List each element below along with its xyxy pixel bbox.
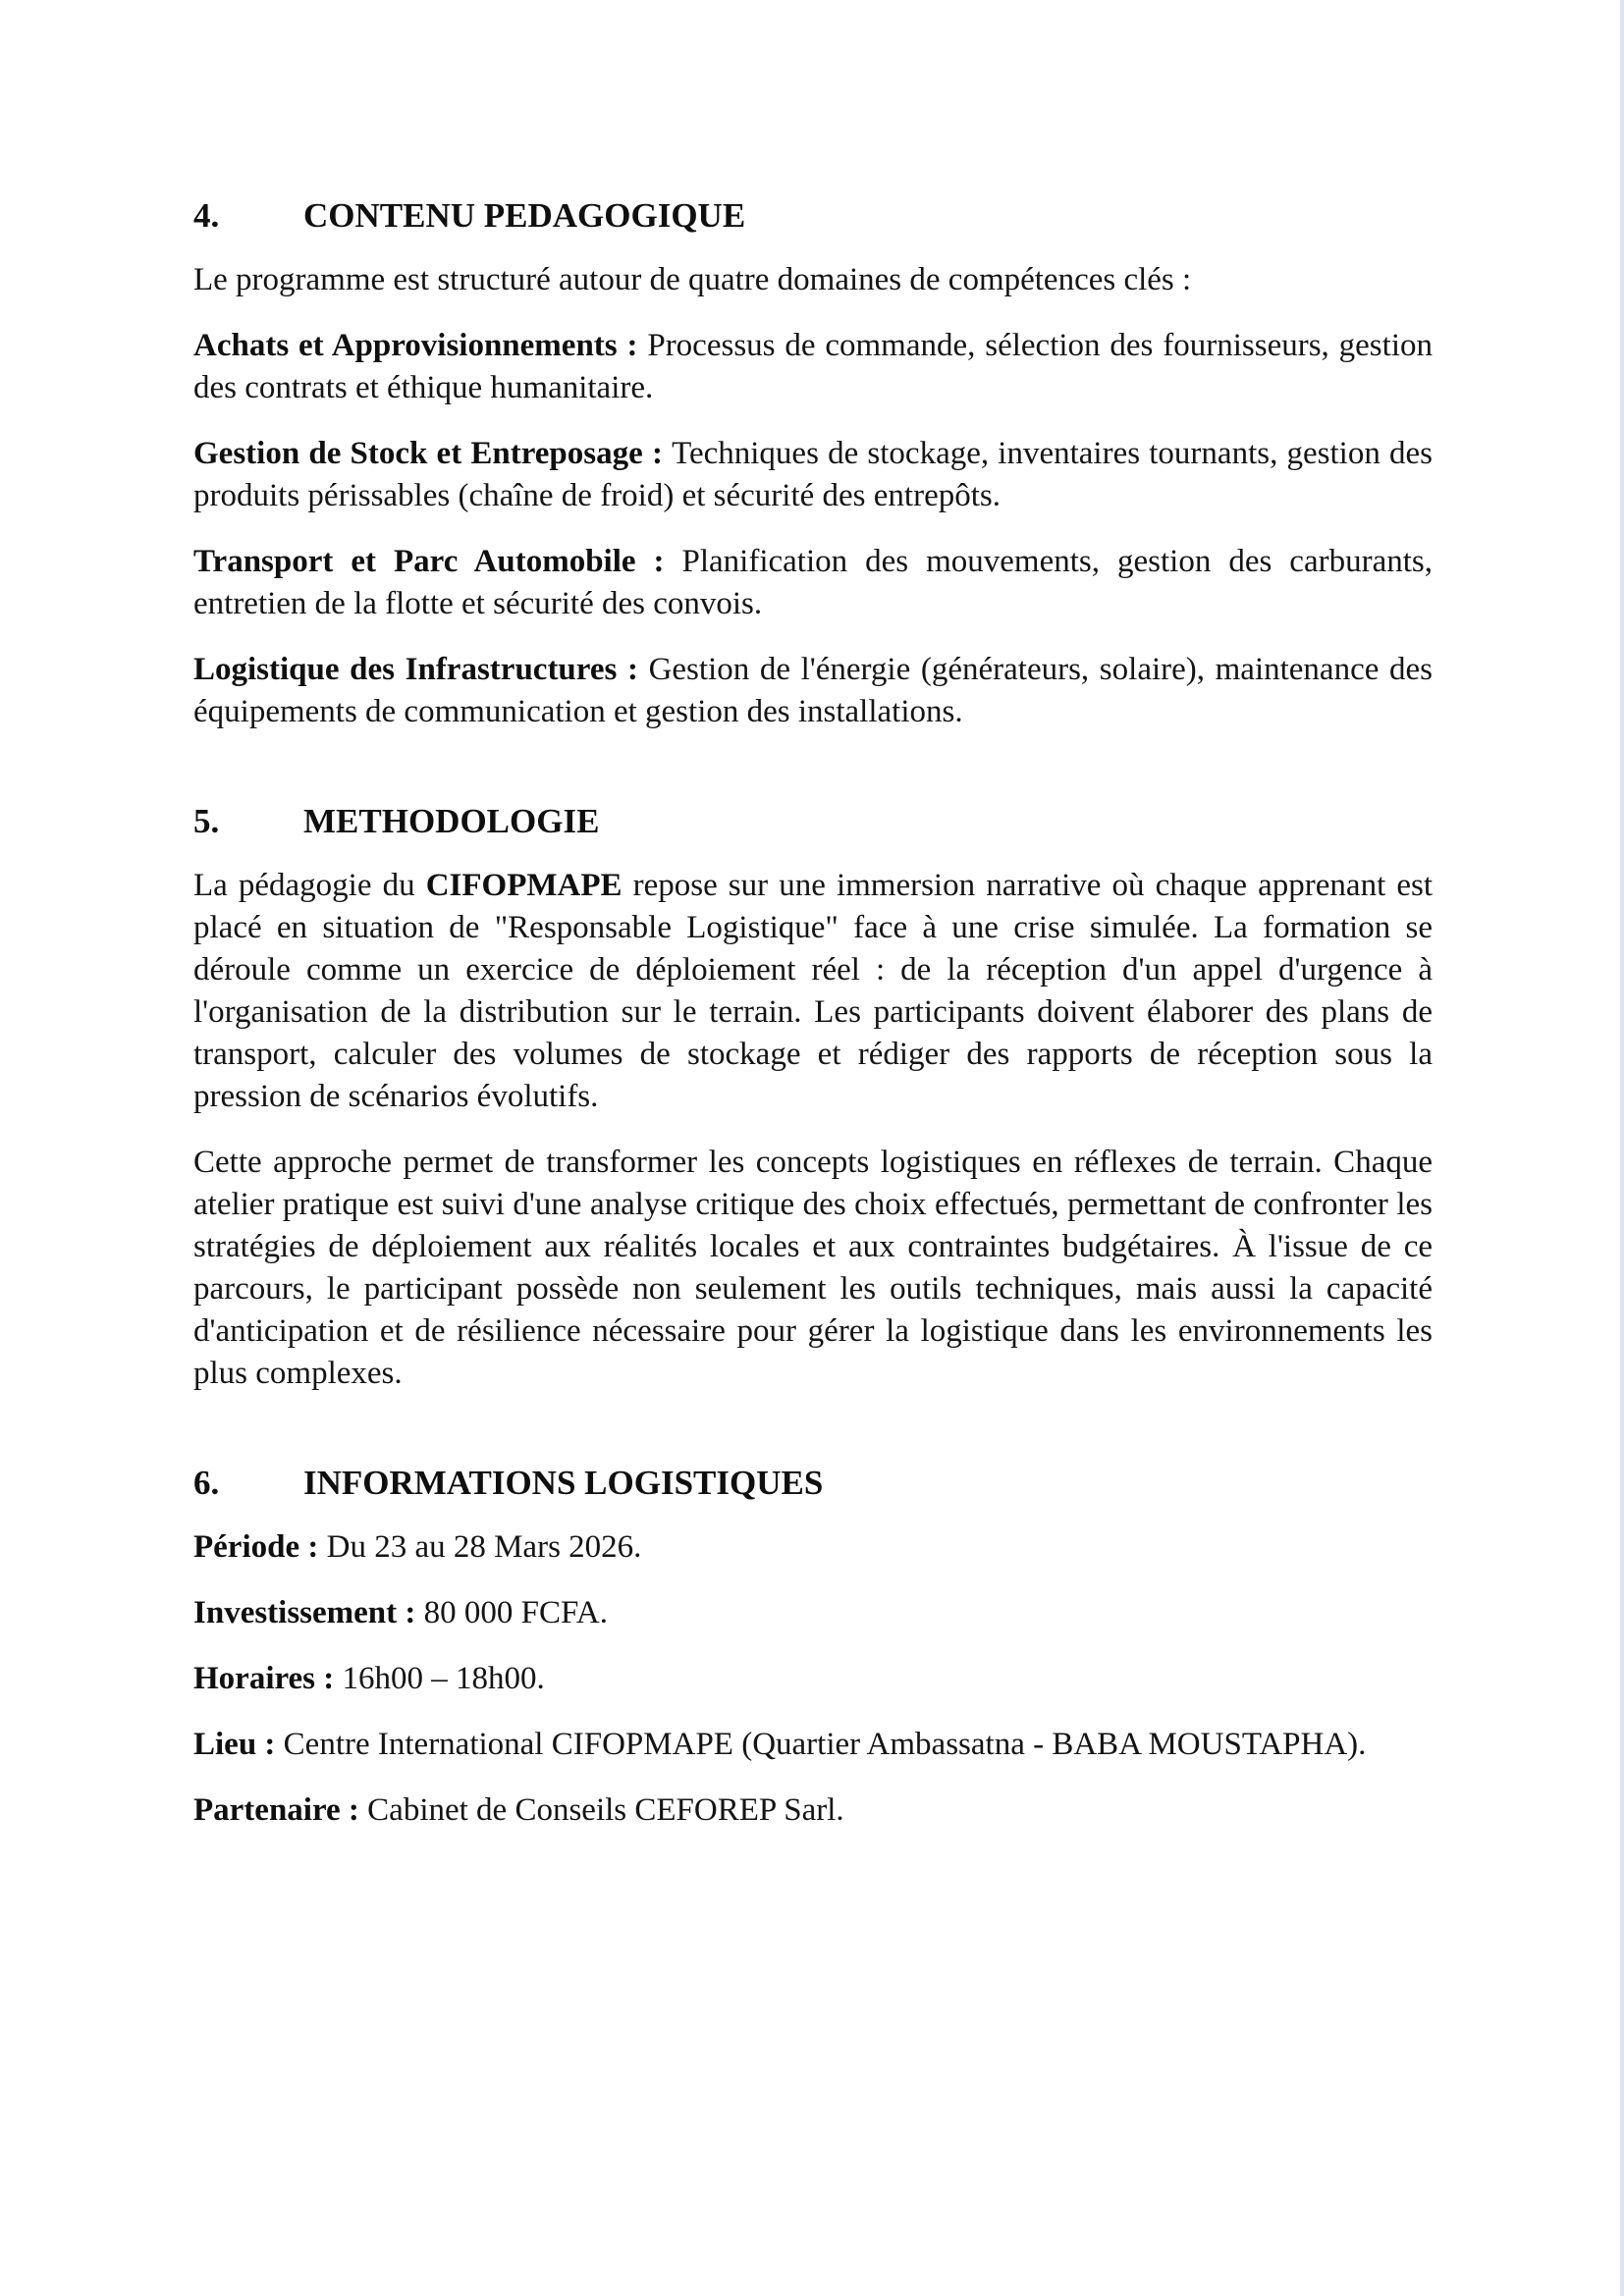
domain-text-infrastructures: Gestion de l'énergie (générateurs, solaire), maintenance des équipements de communication et gestion des installations. (193, 652, 1433, 729)
section-5-heading (193, 798, 1433, 845)
info-value-horaires: 16h00 – 18h00. (342, 1661, 545, 1696)
section-6-heading (193, 1460, 1433, 1507)
domain-lead-achats: Achats et Approvisionnements : (193, 328, 648, 363)
domain-paragraph-achats (193, 325, 1433, 409)
info-line-investissement (193, 1592, 1433, 1634)
domain-text-transport: Planification des mouvements, gestion des carburants, entretien de la flotte et sécurité des convois. (193, 544, 1433, 621)
methodology-paragraph-1 (193, 865, 1433, 1118)
info-label-lieu: Lieu : (193, 1727, 284, 1762)
info-value-investissement: 80 000 FCFA. (423, 1595, 609, 1630)
info-line-partenaire (193, 1789, 1433, 1832)
info-label-partenaire: Partenaire : (193, 1792, 368, 1828)
domain-paragraph-transport (193, 541, 1433, 625)
methodology-paragraph-2 (193, 1142, 1433, 1395)
info-value-lieu: Centre International CIFOPMAPE (Quartier Ambassatna - BABA MOUSTAPHA). (283, 1727, 1367, 1762)
domain-paragraph-stock (193, 433, 1433, 517)
methodology-p1-bold: CIFOPMAPE (425, 868, 623, 903)
domain-paragraph-infrastructures (193, 649, 1433, 733)
section-5-number: 5. (193, 802, 220, 840)
document-content (193, 192, 1433, 1855)
info-line-horaires (193, 1658, 1433, 1700)
info-value-partenaire: Cabinet de Conseils CEFOREP Sarl. (367, 1792, 844, 1828)
domain-lead-infrastructures: Logistique des Infrastructures : (193, 652, 649, 687)
methodology-p2-text: Cette approche permet de transformer les concepts logistiques en réflexes de terrain. Chaque atelier pratique est suivi d'une analyse critique des choix effectués, permettant de confronter les stratégies de déploiement aux réalités locales et aux contraintes budgétaires. À l'issue de ce parcours, le participant possède non seulement les outils techniques, mais aussi la capacité d'anticipation et de résilience nécessaire pour gérer la logistique dans les environnements les plus complexes. (193, 1145, 1433, 1391)
info-label-periode: Période : (193, 1529, 327, 1565)
domain-text-stock: Techniques de stockage, inventaires tournants, gestion des produits périssables (chaîne de froid) et sécurité des entrepôts. (193, 436, 1433, 513)
info-label-horaires: Horaires : (193, 1661, 343, 1696)
info-line-periode (193, 1526, 1433, 1569)
section-5-title: METHODOLOGIE (303, 802, 600, 840)
page-right-edge-line (1620, 0, 1624, 2296)
section-4-title: CONTENU PEDAGOGIQUE (303, 196, 746, 235)
intro-text: Le programme est structuré autour de quatre domaines de compétences clés : (193, 262, 1192, 297)
methodology-p1-pre: La pédagogie du (193, 868, 426, 903)
domain-text-achats: Processus de commande, sélection des fournisseurs, gestion des contrats et éthique humanitaire. (193, 328, 1433, 405)
section-6-title: INFORMATIONS LOGISTIQUES (303, 1464, 824, 1502)
section-4-number: 4. (193, 196, 220, 235)
domain-lead-stock: Gestion de Stock et Entreposage : (193, 436, 673, 471)
info-label-investissement: Investissement : (193, 1595, 424, 1630)
methodology-p1-post: repose sur une immersion narrative où chaque apprenant est placé en situation de "Responsable Logistique" face à une crise simulée. La formation se déroule comme un exercice de déploiement réel : de la réception d'un appel d'urgence à l'organisation de la distribution sur le terrain. Les participants doivent élaborer des plans de transport, calculer des volumes de stockage et rédiger des rapports de réception sous la pression de scénarios évolutifs. (193, 868, 1433, 1114)
section-4-intro-paragraph (193, 259, 1433, 301)
section-4-heading (193, 192, 1433, 240)
domain-lead-transport: Transport et Parc Automobile : (193, 544, 682, 579)
info-line-lieu (193, 1724, 1433, 1766)
info-value-periode: Du 23 au 28 Mars 2026. (326, 1529, 642, 1565)
section-6-number: 6. (193, 1464, 220, 1502)
